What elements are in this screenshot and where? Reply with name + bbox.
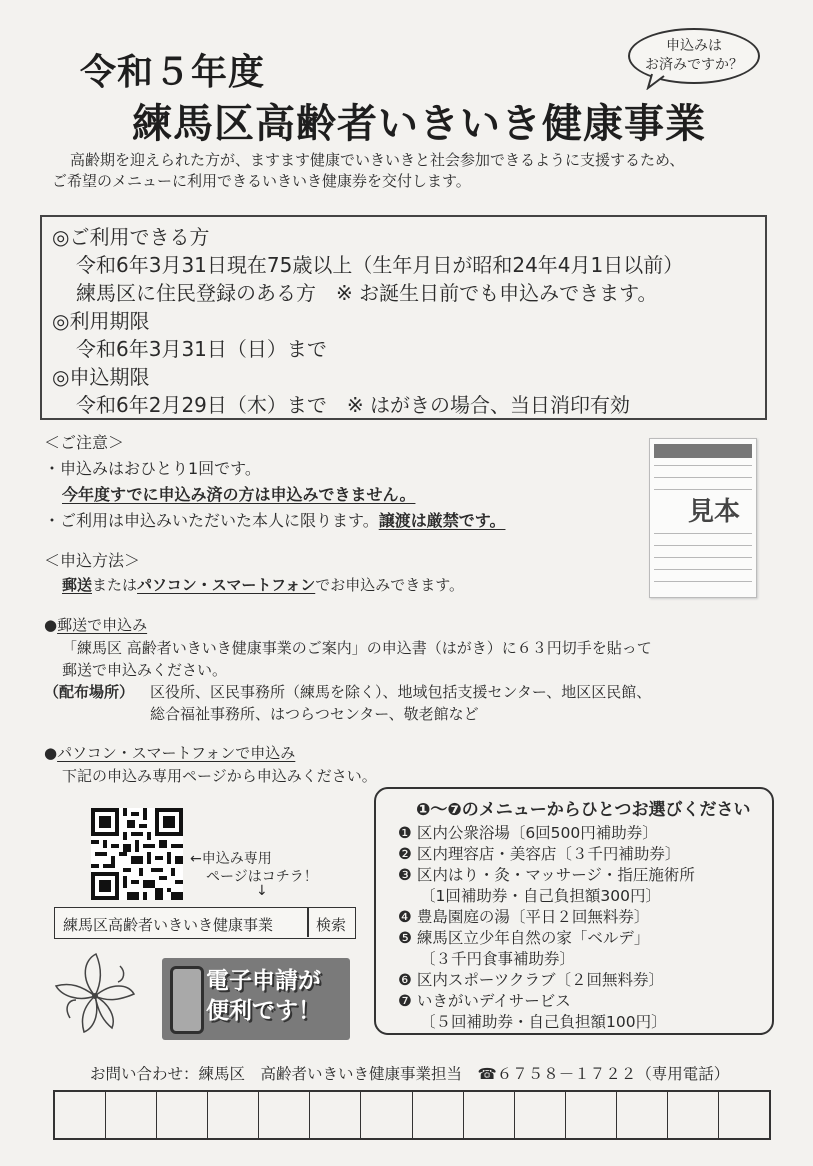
online-line-1: 下記の申込み専用ページから申込みください。 (62, 767, 377, 785)
distribution-line-1: 区役所、区民事務所（練馬を除く）、地域包括支援センター、地区区民館、 (150, 683, 652, 701)
sample-form-rule (654, 465, 752, 466)
grid-cell (55, 1092, 106, 1138)
online-heading-row (44, 742, 295, 763)
menu-item-detail: 〔1回補助券・自己負担額300円〕 (420, 887, 661, 905)
sample-form-rule (654, 533, 752, 534)
sample-form-rule (654, 477, 752, 478)
grid-cell (310, 1092, 361, 1138)
intro-text (52, 150, 782, 192)
menu-item: ❹ 豊島園庭の湯〔平日２回無料券〕 (398, 908, 650, 926)
banner-line-1: 電子申請が (206, 968, 321, 994)
eligibility-age: 令和6年3月31日現在75歳以上（生年月日が昭和24年4月1日以前） (76, 253, 684, 277)
method-heading: ＜申込方法＞ (44, 551, 141, 570)
menu-item: ❷ 区内理容店・美容店〔３千円補助券〕 (398, 845, 681, 863)
method-summary (62, 574, 464, 595)
qr-code-icon[interactable] (91, 808, 183, 900)
grid-cell (515, 1092, 566, 1138)
grid-cell (719, 1092, 769, 1138)
validity-date: 令和6年3月31日（日）まで (76, 337, 327, 361)
grid-cell (208, 1092, 259, 1138)
grid-cell (157, 1092, 208, 1138)
note-personal-use (44, 508, 505, 531)
menu-box (374, 787, 774, 1035)
sample-form-rule (654, 581, 752, 582)
search-button[interactable]: 検索 (316, 916, 347, 934)
distribution-label: （配布場所） (44, 683, 135, 701)
sample-form-rule (654, 557, 752, 558)
grid-cell (566, 1092, 617, 1138)
validity-heading: ◎利用期限 (52, 309, 150, 333)
banner-line-2: 便利です！ (206, 998, 321, 1024)
grid-cell (361, 1092, 412, 1138)
menu-title: ❶〜❼のメニューからひとつお選びください (416, 800, 751, 820)
write-in-grid (53, 1090, 771, 1140)
bubble-line-2: お済みですか？ (645, 57, 743, 73)
sample-form-header (654, 444, 752, 458)
menu-item-detail: 〔５回補助券・自己負担額100円〕 (420, 1013, 667, 1031)
note-already-applied: 今年度すでに申込み済の方は申込みできません。 (62, 485, 416, 504)
menu-item: ❸ 区内はり・灸・マッサージ・指圧施術所 (398, 866, 695, 884)
arrow-down-icon: ↓ (256, 883, 268, 899)
intro-line-2: ご希望のメニューに利用できるいきいき健康券を交付します。 (52, 172, 471, 190)
bullet-icon: ● (44, 744, 58, 762)
bubble-line-1: 申込みは (666, 38, 722, 54)
search-input[interactable]: 練馬区高齢者いきいき健康事業 (63, 916, 274, 934)
grid-cell (259, 1092, 310, 1138)
qr-arrow-label-2: ページはコチラ！ (206, 869, 318, 885)
intro-line-1: 高齢期を迎えられた方が、ますます健康でいきいきと社会参加できるように支援するため、 (70, 151, 685, 169)
note-personal-use-text: ・ご利用は申込みいただいた本人に限ります。 (44, 511, 379, 530)
menu-item: ❺ 練馬区立少年自然の家「ベルデ」 (398, 929, 650, 947)
menu-item: ❼ いきがいデイサービス (398, 992, 571, 1010)
sample-form-rule (654, 545, 752, 546)
grid-cell (106, 1092, 157, 1138)
page-title: 練馬区高齢者いきいき健康事業 (132, 101, 706, 147)
method-online: パソコン・スマートフォン (137, 576, 316, 594)
grid-cell (617, 1092, 668, 1138)
sample-form-rule (654, 489, 752, 490)
sample-stamp: 見本 (688, 497, 741, 527)
notes-heading: ＜ご注意＞ (44, 433, 125, 452)
search-divider (307, 908, 309, 937)
eligibility-heading: ◎ご利用できる方 (52, 225, 210, 249)
contact-info: お問い合わせ：練馬区 高齢者いきいき健康事業担当 ☎６７５８－１７２２（専用電話） (90, 1065, 730, 1083)
eligibility-box (40, 215, 767, 420)
bullet-icon: ● (44, 616, 58, 634)
distribution-line-2: 総合福祉事務所、はつらつセンター、敬老館など (150, 705, 479, 723)
mail-line-1: 「練馬区 高齢者いきいき健康事業のご案内」の申込書（はがき）に６３円切手を貼って (62, 639, 652, 657)
mail-heading: 郵送で申込み (57, 616, 148, 634)
online-heading: パソコン・スマートフォンで申込み (57, 744, 296, 762)
eligibility-residence: 練馬区に住民登録のある方 ※ お誕生日前でも申込みできます。 (76, 281, 658, 305)
menu-item: ❶ 区内公衆浴場〔6回500円補助券〕 (398, 824, 658, 842)
menu-item: ❻ 区内スポーツクラブ〔２回無料券〕 (398, 971, 665, 989)
note-no-transfer: 譲渡は厳禁です。 (378, 511, 506, 530)
qr-arrow-label-1: ←申込み専用 (190, 851, 272, 867)
note-one-per-person: ・申込みはおひとり1回です。 (44, 459, 261, 478)
grid-cell (413, 1092, 464, 1138)
sample-form-image (649, 438, 757, 598)
smartphone-icon (170, 966, 204, 1034)
grid-cell (668, 1092, 719, 1138)
search-bar[interactable] (54, 907, 356, 939)
banner-text (206, 966, 346, 1026)
method-mail: 郵送 (62, 576, 93, 594)
bubble-tail-icon (646, 70, 670, 90)
menu-item-detail: 〔３千円食事補助券〕 (420, 950, 576, 968)
grid-cell (464, 1092, 515, 1138)
mail-line-2: 郵送で申込みください。 (62, 661, 228, 679)
sample-form-rule (654, 569, 752, 570)
e-application-banner[interactable] (162, 958, 350, 1040)
mail-heading-row (44, 614, 147, 635)
method-or: または (92, 576, 138, 594)
deadline-heading: ◎申込期限 (52, 365, 150, 389)
title-year: 令和５年度 (80, 52, 266, 93)
method-suffix: でお申込みできます。 (315, 576, 465, 594)
lily-flower-icon (50, 948, 140, 1038)
deadline-date: 令和6年2月29日（木）まで ※ はがきの場合、当日消印有効 (76, 393, 631, 417)
